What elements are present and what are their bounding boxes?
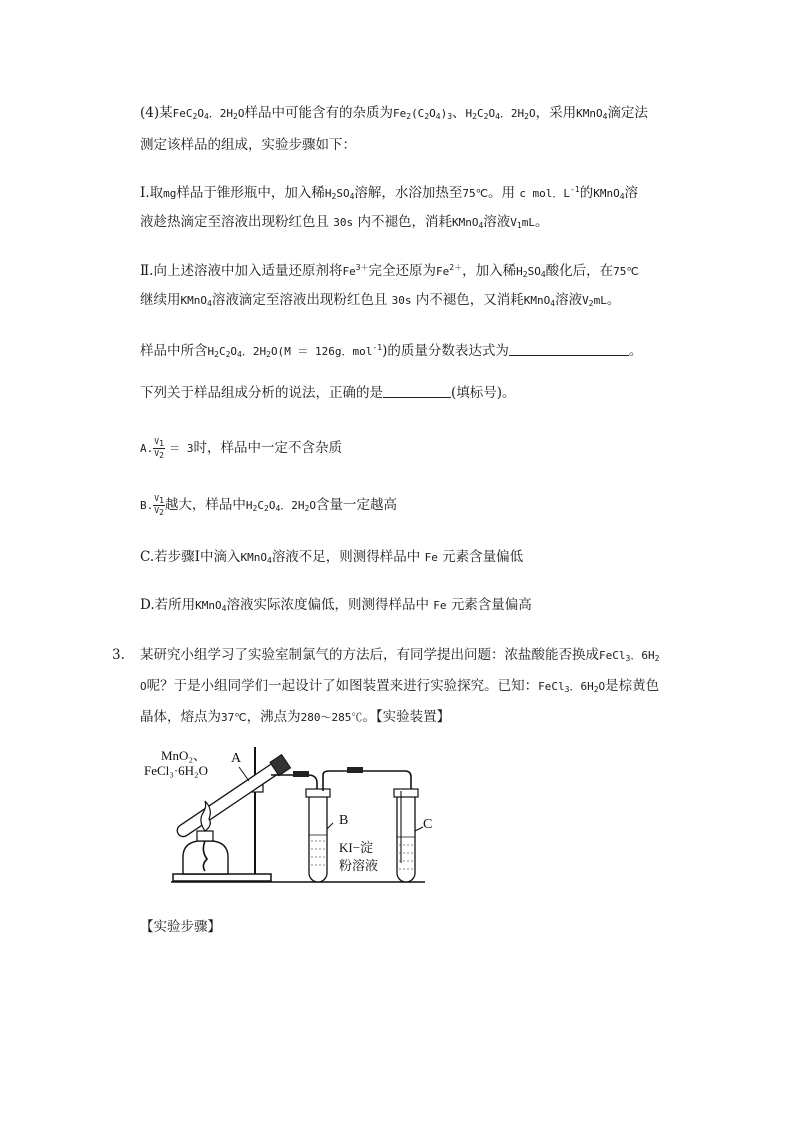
reagent-label-line2: FeCl₃·6H₂O [144, 763, 208, 778]
formula-kmno4: KMnO$_4$ [240, 551, 272, 565]
formula-fecl3-6h2o: FeCl$_3$．$6H_2$ [599, 649, 660, 663]
steps-heading: 【实验步骤】 [140, 919, 221, 935]
answer-blank[interactable] [509, 342, 629, 356]
option-c: C.若步骤Ⅰ中滴入KMnO$_4$溶液不足，则测得样品中 Fe 元素含量偏低 [140, 549, 524, 565]
volume-v2: $V_2mL$ [582, 294, 607, 308]
label-c: C [423, 817, 433, 832]
question-options: 下列关于样品组成分析的说法，正确的是 (填标号)。 [140, 385, 516, 401]
formula-kmno4: KMnO$_4$ [195, 599, 227, 613]
option-a: A. $\frac{V_1}{V_2}$ ＝ 3时，样品中一定不含杂质 [140, 437, 342, 460]
option-b: B. $\frac{V_1}{V_2}$ 越大，样品中$H_2C_2O_4$．$2H_2O$含量一定越高 [140, 494, 397, 517]
formula-h2c2o4: $H_2C_2O_4$．$2H_2O$ [465, 107, 536, 121]
leader-c [415, 827, 423, 831]
time-value: 30s [333, 216, 354, 229]
rubber-connector [293, 771, 309, 777]
formula-kmno4: KMnO$_4$ [451, 216, 484, 230]
formula-fec2o4: $FeC_2O_4$．$2H_2O$ [172, 107, 245, 121]
text: 样品中可能含有的杂质为 [244, 105, 393, 121]
step1-line1: Ⅰ.取mg样品于锥形瓶中，加入稀$H_2SO_4$溶解，水浴加热至75℃。用 c mol．$L^{-1}$的KMnO$_4$溶 [140, 185, 639, 201]
step2-line1: Ⅱ.向上述溶液中加入适量还原剂将$Fe^{3+}$完全还原为$Fe^{2+}$，加入稀$H_2SO_4$酸化后，在75℃ [140, 263, 639, 279]
formula-fe2c2o43: $Fe_2(C_2O_4)_3$ [392, 107, 453, 121]
formula-h2c2o4: $H_2C_2O_4$．$2H_2O(M = 126g$．mol$^{-1}$ [207, 343, 383, 359]
reagent-label-line1: MnO₂、 [161, 748, 206, 763]
q3-line3: 晶体，熔点为37℃，沸点为280～285℃。【实验装置】 [140, 709, 451, 725]
formula-h2so4: $H_2SO_4$ [324, 187, 355, 201]
text: 滴定法 [607, 105, 648, 121]
fraction-v1-v2: $\frac{V_1}{V_2}$ [154, 437, 164, 460]
formula-h2c2o4: $H_2C_2O_4$．$2H_2O$ [245, 499, 316, 513]
concentration: c mol．$L^{-1}$ [519, 185, 580, 200]
question-mass-fraction: 样品中所含$H_2C_2O_4$．$2H_2O(M = 126g$．mol$^{-1}$)的质量分数表达式为 。 [140, 343, 643, 359]
ion-fe2: $Fe^{2+}$ [436, 263, 463, 278]
apparatus-figure [143, 745, 433, 887]
formula-kmno4: KMnO$_4$ [593, 187, 625, 201]
fraction-v1-v2: $\frac{V_1}{V_2}$ [154, 494, 164, 517]
answer-blank[interactable] [383, 384, 451, 398]
q3-line2: O呢？于是小组同学们一起设计了如图装置来进行实验探究。已知：FeCl$_3$．$6H_2O$是棕黄色 [140, 678, 660, 694]
part4-intro-line2: 测定该样品的组成，实验步骤如下： [140, 137, 356, 153]
stand-base [173, 874, 271, 881]
formula-kmno4: KMnO$_4$ [523, 294, 556, 308]
boiling-point: 280～285℃ [300, 711, 363, 724]
formula-h2so4: $H_2SO_4$ [516, 265, 546, 279]
question-number: 3. [112, 647, 125, 663]
solution-label-line1: KI−淀 [339, 840, 374, 855]
melting-point: 37℃ [221, 711, 247, 724]
label-a: A [231, 751, 242, 766]
text: 、 [452, 105, 466, 121]
text: ，采用 [535, 105, 577, 121]
ion-fe3: $Fe^{3+}$ [342, 263, 369, 278]
leader-a [239, 767, 249, 781]
label-b: B [339, 813, 349, 828]
step1-line2: 液趁热滴定至溶液出现粉红色且 30s 内不褪色，消耗KMnO$_4$溶液$V_1mL$。 [140, 214, 549, 230]
formula-kmno4: KMnO$_4$ [180, 294, 212, 308]
tube-b [306, 789, 330, 882]
temperature: 75℃ [462, 187, 489, 200]
q3-line1: 某研究小组学习了实验室制氯气的方法后，有同学提出问题：浓盐酸能否换成FeCl$_3$．$6H_2$ [140, 647, 660, 663]
leader-b [327, 823, 333, 829]
step2-line2: 继续用KMnO$_4$溶液滴定至溶液出现粉红色且 30s 内不褪色，又消耗KMnO$_4$溶液$V_2mL$。 [140, 292, 621, 308]
mass-value: mg [163, 187, 177, 200]
solution-label-line2: 粉溶液 [339, 858, 379, 873]
tube-c [394, 789, 418, 882]
part4-intro-line1 [140, 103, 648, 127]
formula-fecl3-6h2o: FeCl$_3$．$6H_2O$ [538, 680, 606, 694]
rubber-connector [347, 767, 363, 773]
time-value: 30s [391, 294, 412, 307]
text: (4)某 [140, 105, 173, 121]
option-d: D.若所用KMnO$_4$溶液实际浓度偏低，则测得样品中 Fe 元素含量偏高 [140, 597, 532, 613]
volume-v1: $V_1mL$ [510, 216, 535, 230]
formula-kmno4: KMnO$_4$ [576, 107, 608, 121]
temperature: 75℃ [613, 265, 639, 278]
